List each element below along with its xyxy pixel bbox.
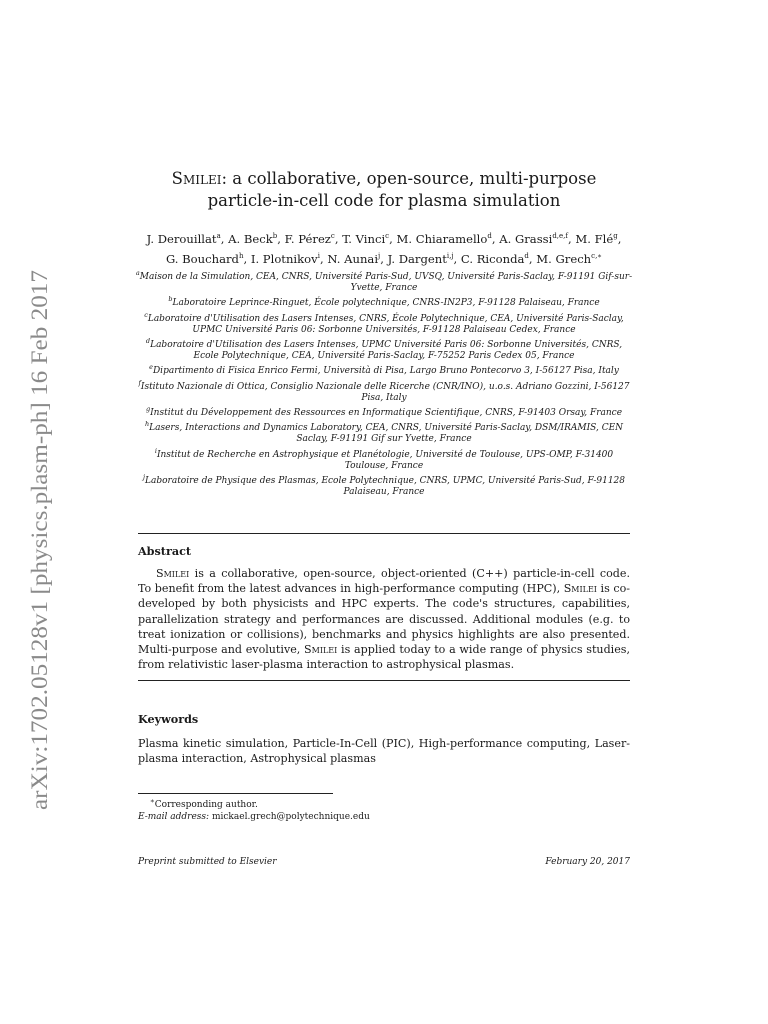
affiliations [135,268,633,498]
arxiv-identifier-stamp [22,270,54,810]
author-line-2: G. Bouchard$^h$, I. Plotnikov$^i$, N. Aunai$^j$, J. Dargent$^{i,j}$, C. Riconda$^d$, M. Grech$^{c,∗}$ [165,251,603,266]
abstract-text-3: is applied today to a wide range of physics studies, from relativistic laser-plasma interaction to astrophysical plasmas. [138,643,630,672]
author-affiliation-mark: a [216,232,221,240]
author-affiliation-mark: d [487,232,492,240]
author-affiliation-mark: c [330,232,335,240]
title-line-1-rest: : a collaborative, open-source, multi-purpose [221,169,597,188]
author-affiliation-mark: b [272,232,278,240]
author-affiliation-mark: d,e,f [552,232,568,240]
keywords-heading: Keywords [138,712,199,726]
author-name: A. Beck [228,231,273,246]
abstract-body [138,566,630,672]
title-code-name: Smilei [171,169,222,188]
author-name: A. Grassi [499,231,553,246]
affiliation-item [135,310,633,336]
affiliation-mark: b [168,295,173,304]
affiliation-text: Laboratoire de Physique des Plasmas, Ecole Polytechnique, CNRS, UPMC, Université Paris-Sud, F-91128 Palaiseau, France [145,476,626,498]
affiliation-text: Istituto Nazionale di Ottica, Consiglio Nazionale delle Ricerche (CNR/INO), u.o.s. Adriano Gozzini, I-56127 Pisa, Italy [140,381,630,403]
author-name: F. Pérez [284,231,331,246]
author-name: M. Chiaramello [396,231,488,246]
author-entry [228,232,277,246]
author-name: N. Aunai [327,251,379,266]
affiliation-mark: e [149,363,153,372]
paper-title [140,168,628,212]
affiliation-text: Maison de la Simulation, CEA, CNRS, Université Paris-Sud, UVSQ, Université Paris-Saclay, F-91191 Gif-sur-Yvette, France [139,272,633,294]
corresponding-author-label: Corresponding author. [154,800,258,810]
footnote-email [138,811,538,823]
author-affiliation-mark: i,j [446,251,454,260]
abstract-text-1: is a collaborative, open-source, object-oriented (C++) particle-in-cell code. To benefit from the latest advances in high-performance computing (HPC), [138,567,630,596]
affiliation-item [135,472,633,498]
affiliation-item [135,362,633,377]
author-affiliation-mark: i [317,251,320,260]
author-entry [342,232,389,246]
abstract-code-name-2: Smilei [563,582,597,596]
author-name: G. Bouchard [165,251,239,266]
title-line-2: particle-in-cell code for plasma simulation [207,191,561,210]
footnote-corresponding [138,795,538,811]
abstract-heading: Abstract [138,544,192,558]
affiliation-item [135,336,633,362]
author-list [133,228,635,268]
abstract-code-name-1: Smilei [156,567,190,580]
author-entry [575,232,617,246]
email-label: E-mail address: [138,812,210,822]
preprint-note: Preprint submitted to Elsevier [138,857,277,867]
affiliation-text: Institut de Recherche en Astrophysique et Planétologie, Université de Toulouse, UPS-OMP, F-31400 Toulouse, France [156,449,614,471]
author-affiliation-mark: c [385,232,390,240]
author-entry [536,252,602,266]
affiliation-text: Laboratoire d'Utilisation des Lasers Intenses, UPMC Université Paris 06: Sorbonne Universités, CNRS, Ecole Polytechnique, CEA, Université Paris-Saclay, F-75252 Paris Cedex 05, France [150,340,623,362]
author-entry [499,232,568,246]
affiliation-mark: i [154,446,157,455]
affiliation-item [135,378,633,404]
abstract-top-rule [138,533,630,534]
author-name: C. Riconda [460,251,525,266]
email-address[interactable]: mickael.grech@polytechnique.edu [211,812,370,822]
author-affiliation-mark: h [238,251,244,260]
affiliation-item [135,419,633,445]
affiliation-item [135,268,633,294]
affiliation-item [135,446,633,472]
affiliation-mark: c [144,310,148,319]
abstract-text-2: is co-developed by both physicists and HPC experts. The code's structures, capabilities, parallelization strategy and performances are discussed. Additional modules (e.g. to treat ionization or collisions), benchmarks and physics highlights are also presented. Multi-purpose and evolutive, [138,582,630,657]
affiliation-text: Dipartimento di Fisica Enrico Fermi, Università di Pisa, Largo Bruno Pontecorvo 3, I-56127 Pisa, Italy [152,366,619,377]
author-entry [461,252,529,266]
author-affiliation-mark: d [524,251,529,260]
author-name: I. Plotnikov [250,251,318,266]
author-name: M. Flé [575,231,614,246]
abstract-bottom-rule [138,680,630,681]
footnote-mark: ∗ [150,797,155,805]
affiliation-mark: h [144,420,150,429]
affiliation-text: Lasers, Interactions and Dynamics Laboratory, CEA, CNRS, Université Paris-Saclay, DSM/IRAMIS, CEN Saclay, F-91191 Gif sur Yvette, France [149,423,624,445]
author-affiliation-mark: c,∗ [591,251,603,260]
affiliation-text: Laboratoire d'Utilisation des Lasers Intenses, CNRS, École Polytechnique, CEA, Université Paris-Saclay, UPMC Université Paris 06: Sorbonne Universités, F-91128 Palaiseau Cedex, France [147,313,624,335]
author-affiliation-mark: j [378,251,381,260]
title-line-1 [140,168,628,190]
author-entry [166,252,244,266]
author-affiliation-mark: g [613,232,618,240]
affiliation-text: Institut du Développement des Ressources en Informatique Scientifique, CNRS, F-91403 Orsay, France [150,408,623,419]
author-entry [388,252,454,266]
author-name: T. Vinci [342,231,386,246]
preprint-date: February 20, 2017 [545,857,630,867]
affiliation-item [135,294,633,309]
affiliation-item [135,404,633,419]
author-entry [285,232,335,246]
author-line-1: J. Derouillat$^a$, A. Beck$^b$, F. Pérez$^c$, T. Vinci$^c$, M. Chiaramello$^d$, A. Grassi$^{d,e,f}$, M. Flé$^g$, [146,231,622,246]
affiliation-mark: d [145,337,151,346]
footnote [138,795,538,823]
footnote-rule [138,793,333,794]
affiliation-text: Laboratoire Leprince-Ringuet, École polytechnique, CNRS-IN2P3, F-91128 Palaiseau, France [172,298,600,309]
affiliation-mark: g [145,405,151,414]
arxiv-stamp-text: arXiv:1702.05128v1 [physics.plasm-ph] 16 Feb 2017 [27,316,52,810]
author-entry [327,252,380,266]
author-name: J. Dargent [387,251,447,266]
author-entry [396,232,491,246]
affiliation-mark: a [135,269,140,277]
author-entry [251,252,320,266]
author-name: M. Grech [536,251,592,266]
author-name: J. Derouillat [146,231,217,246]
abstract-code-name-3: Smilei [304,643,338,657]
author-entry [147,232,221,246]
keywords-text: Plasma kinetic simulation, Particle-In-Cell (PIC), High-performance computing, Laser-plasma interaction, Astrophysical plasmas [138,737,630,766]
affiliation-mark: j [142,473,145,482]
affiliation-mark: f [138,378,141,387]
